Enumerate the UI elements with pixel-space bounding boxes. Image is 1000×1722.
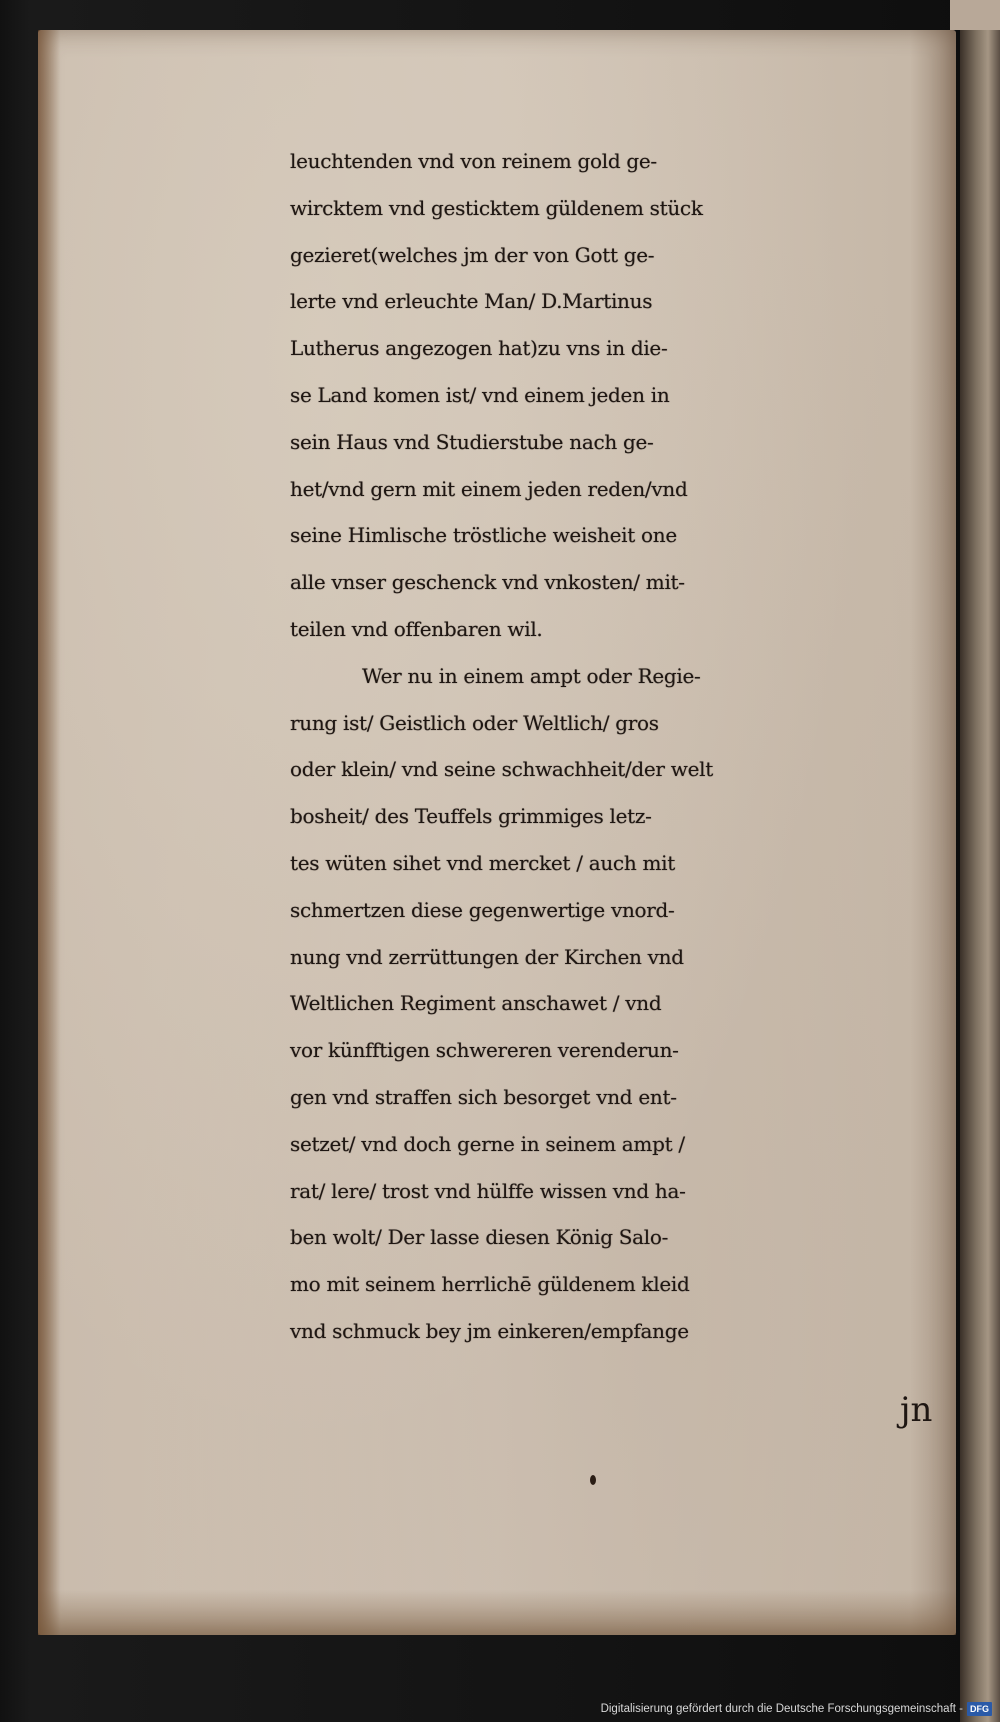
- text-line: alle vnser geschenck vnd vnkosten/ mit-: [290, 570, 685, 595]
- text-line: het/vnd gern mit einem jeden reden/vnd: [290, 476, 688, 501]
- text-line: gen vnd straffen sich besorget vnd ent-: [290, 1084, 677, 1109]
- digitization-credit: [601, 1700, 992, 1718]
- catchword: jn: [900, 1390, 933, 1430]
- text-line: mo mit seinem herrlichē güldenem kleid: [290, 1272, 690, 1297]
- page-text: [290, 138, 960, 1355]
- paragraph-start-line: Wer nu in einem ampt oder Regie-: [362, 663, 701, 688]
- text-line: gezieret(welches jm der von Gott ge-: [290, 242, 655, 267]
- book-edge: [960, 0, 1000, 1722]
- text-line: bosheit/ des Teuffels grimmiges letz-: [290, 804, 652, 829]
- text-line: schmertzen diese gegenwertige vnord-: [290, 897, 675, 922]
- text-line: vor künfftigen schwereren verenderun-: [290, 1038, 679, 1063]
- text-line: lerte vnd erleuchte Man/ D.Martinus: [290, 289, 653, 314]
- text-line: seine Himlische tröstliche weisheit one: [290, 523, 677, 548]
- text-line: rat/ lere/ trost vnd hülffe wissen vnd ha-: [290, 1178, 686, 1203]
- text-line: Lutherus angezogen hat)zu vns in die-: [290, 336, 668, 361]
- text-line: wircktem vnd gesticktem güldenem stück: [290, 195, 703, 220]
- text-line: ben wolt/ Der lasse diesen König Salo-: [290, 1225, 669, 1250]
- text-line: rung ist/ Geistlich oder Weltlich/ gros: [290, 710, 659, 735]
- text-line: se Land komen ist/ vnd einem jeden in: [290, 382, 670, 407]
- credit-text: Digitalisierung gefördert durch die Deutsche Forschungsgemeinschaft -: [600, 1703, 963, 1715]
- text-line: teilen vnd offenbaren wil.: [290, 616, 543, 641]
- text-line: Weltlichen Regiment anschawet / vnd: [290, 991, 662, 1016]
- text-line: vnd schmuck bey jm einkeren/empfange: [290, 1318, 689, 1343]
- text-line: nung vnd zerrüttungen der Kirchen vnd: [290, 944, 684, 969]
- text-line: leuchtenden vnd von reinem gold ge-: [290, 149, 657, 173]
- page-bottom-wear: [38, 1590, 956, 1635]
- page-gutter-shadow: [38, 30, 60, 1635]
- book-corner: [950, 0, 1000, 30]
- text-line: tes wüten sihet vnd mercket / auch mit: [290, 850, 675, 875]
- text-line: setzet/ vnd doch gerne in seinem ampt /: [290, 1131, 685, 1156]
- text-line: oder klein/ vnd seine schwachheit/der welt: [290, 757, 713, 782]
- text-line: sein Haus vnd Studierstube nach ge-: [290, 429, 654, 454]
- ink-spot: [590, 1475, 596, 1485]
- dfg-logo: DFG: [967, 1702, 992, 1716]
